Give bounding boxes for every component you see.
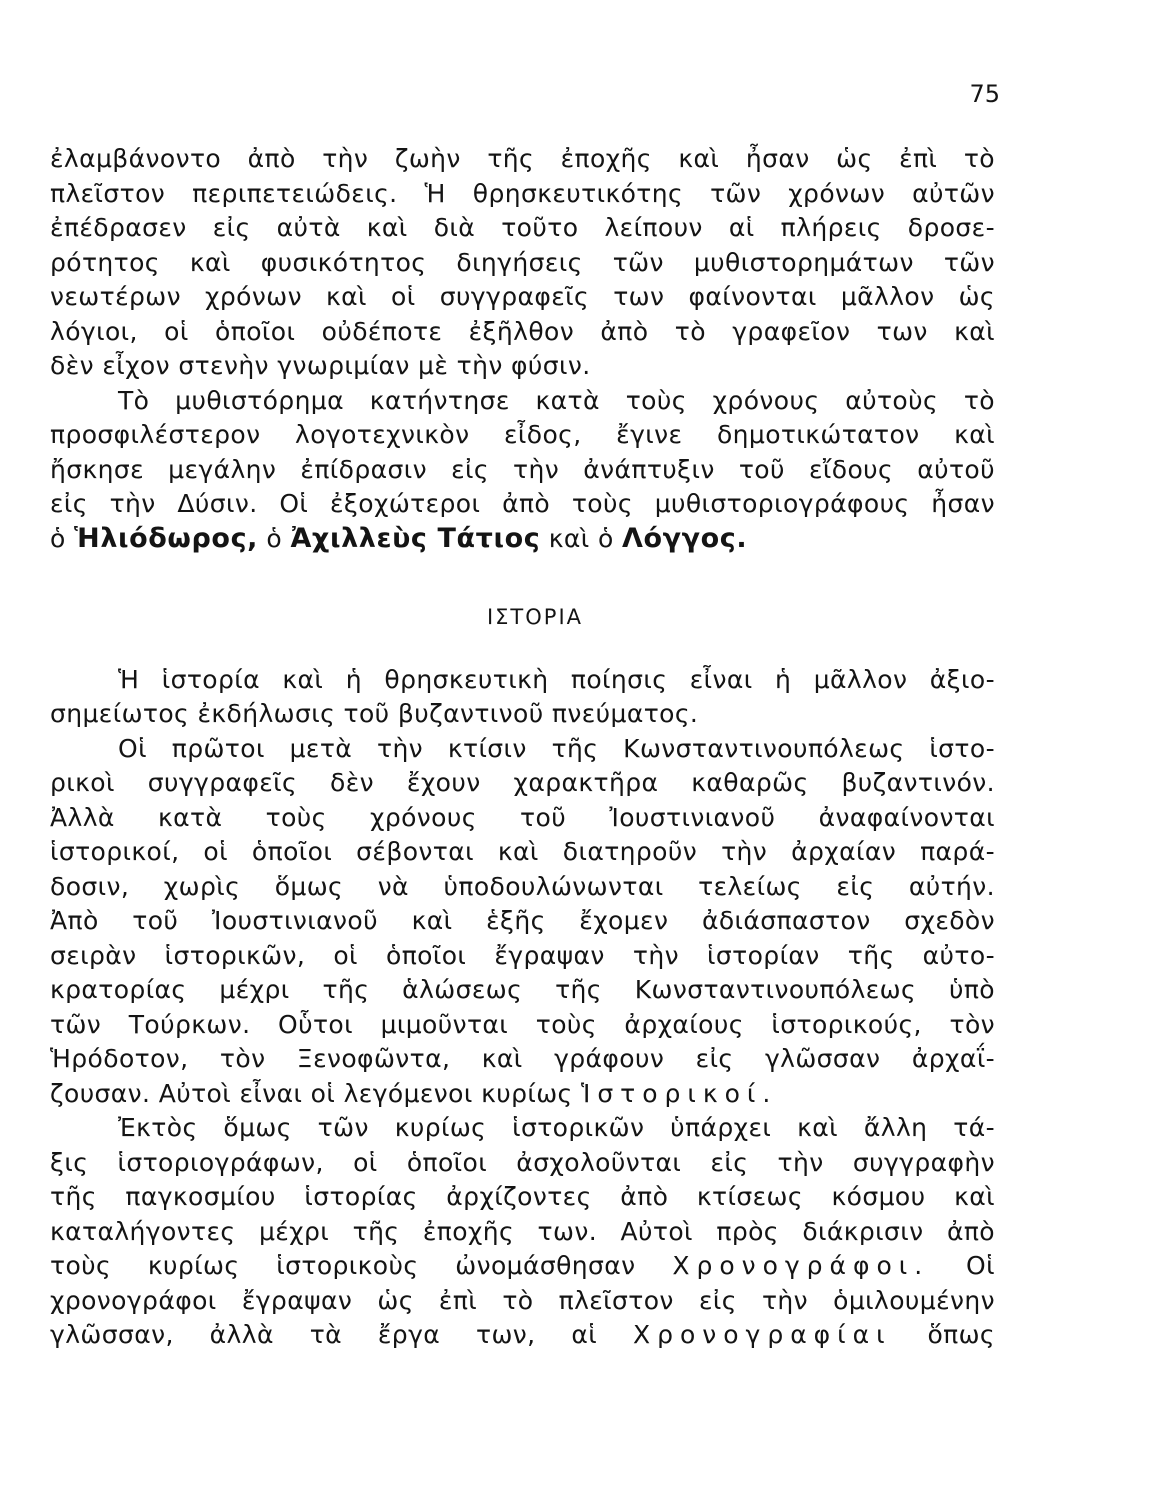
text-line: καταλήγοντες μέχρι τῆς ἐποχῆς των. Αὐτοὶ πρὸς διάκρισιν ἀπὸ	[50, 1217, 995, 1246]
text-run: καὶ ὁ	[540, 524, 622, 553]
text-run: ζουσαν. Αὐτοὶ εἶναι οἱ λεγόμενοι κυρίως	[50, 1079, 581, 1108]
text-line: εἰς τὴν Δύσιν. Οἱ ἐξοχώτεροι ἀπὸ τοὺς μυθιστοριογράφους ἦσαν	[50, 489, 995, 518]
text-line: ρικοὶ συγγραφεῖς δὲν ἔχουν χαρακτῆρα καθαρῶς βυζαντινόν.	[50, 768, 995, 797]
text-line: λόγιοι, οἱ ὁποῖοι οὐδέποτε ἐξῆλθον ἀπὸ τὸ γραφεῖον των καὶ	[50, 317, 995, 346]
text-line: νεωτέρων χρόνων καὶ οἱ συγγραφεῖς των φαίνονται μᾶλλον ὡς	[50, 282, 995, 311]
text-line: κρατορίας μέχρι τῆς ἁλώσεως τῆς Κωνσταντινουπόλεως ὑπὸ	[50, 975, 995, 1004]
spaced-term: Χρονογραφίαι	[632, 1320, 892, 1349]
text-run: γλῶσσαν, ἀλλὰ τὰ ἔργα των, αἱ	[50, 1320, 633, 1349]
text-line: πλεῖστον περιπετειώδεις. Ἡ θρησκευτικότης τῶν χρόνων αὐτῶν	[50, 179, 995, 208]
text-line: ἱστορικοί, οἱ ὁποῖοι σέβονται καὶ διατηροῦν τὴν ἀρχαίαν παρά-	[50, 837, 995, 866]
text-line: Ἀλλὰ κατὰ τοὺς χρόνους τοῦ Ἰουστινιανοῦ ἀναφαίνονται	[50, 803, 995, 832]
text-line: ξις ἱστοριογράφων, οἱ ὁποῖοι ἀσχολοῦνται εἰς τὴν συγγραφὴν	[50, 1148, 995, 1177]
text-line: τῆς παγκοσμίου ἱστορίας ἀρχίζοντες ἀπὸ κτίσεως κόσμου καὶ	[50, 1182, 995, 1211]
text-run: Οἱ	[929, 1251, 995, 1280]
text-line: δὲν εἶχον στενὴν γνωριμίαν μὲ τὴν φύσιν.	[50, 351, 591, 380]
text-run: ὁ	[258, 524, 291, 553]
text-line	[50, 522, 995, 556]
spaced-term: Ἱστορικοί.	[580, 1079, 778, 1108]
author-name: Ἀχιλλεὺς Τάτιος	[290, 523, 541, 554]
text-run: τοὺς κυρίως ἱστορικοὺς ὠνομάσθησαν	[50, 1251, 673, 1280]
text-line: σημείωτος ἐκδήλωσις τοῦ βυζαντινοῦ πνεύματος.	[50, 699, 699, 728]
text-line: τῶν Τούρκων. Οὗτοι μιμοῦνται τοὺς ἀρχαίους ἱστορικούς, τὸν	[50, 1010, 995, 1039]
text-line: χρονογράφοι ἔγραψαν ὡς ἐπὶ τὸ πλεῖστον εἰς τὴν ὁμιλουμένην	[50, 1286, 995, 1315]
text-line: Ἡ ἱστορία καὶ ἡ θρησκευτικὴ ποίησις εἶναι ἡ μᾶλλον ἀξιο-	[118, 665, 995, 694]
text-line	[50, 1077, 995, 1111]
text-run: ὁ	[50, 524, 75, 553]
text-line: ρότητος καὶ φυσικότητος διηγήσεις τῶν μυθιστορημάτων τῶν	[50, 248, 995, 277]
text-line: ἐπέδρασεν εἰς αὐτὰ καὶ διὰ τοῦτο λείπουν αἱ πλήρεις δροσε-	[50, 213, 995, 242]
text-line	[50, 1318, 995, 1352]
text-run: ὅπως	[891, 1320, 995, 1349]
text-line: ἤσκησε μεγάλην ἐπίδρασιν εἰς τὴν ἀνάπτυξιν τοῦ εἴδους αὐτοῦ	[50, 455, 995, 484]
text-line: δοσιν, χωρὶς ὅμως νὰ ὑποδουλώνωνται τελείως εἰς αὐτήν.	[50, 872, 995, 901]
text-line: Οἱ πρῶτοι μετὰ τὴν κτίσιν τῆς Κωνσταντινουπόλεως ἱστο-	[118, 734, 995, 763]
text-line: ἐλαμβάνοντο ἀπὸ τὴν ζωὴν τῆς ἐποχῆς καὶ ἦσαν ὡς ἐπὶ τὸ	[50, 144, 995, 173]
text-line	[50, 1249, 995, 1283]
text-line: Ἐκτὸς ὅμως τῶν κυρίως ἱστορικῶν ὑπάρχει καὶ ἄλλη τά-	[118, 1113, 995, 1142]
text-line: Ἡρόδοτον, τὸν Ξενοφῶντα, καὶ γράφουν εἰς γλῶσσαν ἀρχαΐ-	[50, 1044, 995, 1073]
text-line: Ἀπὸ τοῦ Ἰουστινιανοῦ καὶ ἑξῆς ἔχομεν ἀδιάσπαστον σχεδὸν	[50, 906, 995, 935]
author-name: Ἡλιόδωρος,	[74, 523, 259, 554]
text-line: σειρὰν ἱστορικῶν, οἱ ὁποῖοι ἔγραψαν τὴν ἱστορίαν τῆς αὐτο-	[50, 941, 995, 970]
section-heading: ΙΣΤΟΡΙΑ	[486, 605, 584, 629]
page-number: 75	[969, 80, 1000, 108]
text-line: προσφιλέστερον λογοτεχνικὸν εἶδος, ἔγινε δημοτικώτατον καὶ	[50, 420, 995, 449]
text-line: Τὸ μυθιστόρημα κατήντησε κατὰ τοὺς χρόνους αὐτοὺς τὸ	[118, 386, 995, 415]
spaced-term: Χρονογράφοι.	[672, 1251, 930, 1280]
author-name: Λόγγος.	[622, 523, 748, 554]
